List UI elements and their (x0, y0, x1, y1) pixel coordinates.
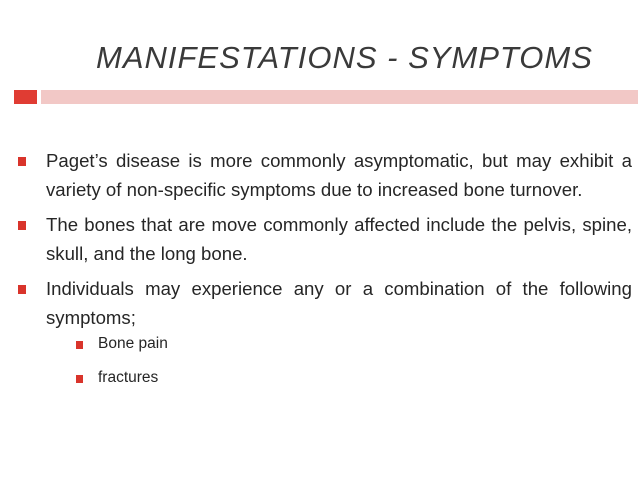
sub-bullet-item (76, 367, 632, 389)
bullet-text: Paget’s disease is more commonly asymptomatic, but may exhibit a variety of non-specific symptoms due to increased bone turnover. (46, 150, 632, 200)
divider-accent (14, 90, 37, 104)
bullet-item (18, 146, 632, 204)
square-bullet-icon (76, 375, 83, 383)
square-bullet-icon (18, 285, 26, 294)
sub-bullet-text: Bone pain (98, 335, 168, 352)
bullet-list (18, 146, 632, 401)
sub-bullet-item (76, 333, 632, 355)
sub-bullet-list (76, 333, 632, 389)
square-bullet-icon (18, 221, 26, 230)
bullet-item (18, 274, 632, 389)
bullet-item (18, 210, 632, 268)
bullet-text: The bones that are move commonly affected include the pelvis, spine, skull, and the long bone. (46, 214, 632, 264)
square-bullet-icon (18, 157, 26, 166)
square-bullet-icon (76, 341, 83, 349)
bullet-text: Individuals may experience any or a combination of the following symptoms; (46, 278, 632, 328)
divider-line (41, 90, 638, 104)
sub-bullet-text: fractures (98, 369, 159, 386)
slide-title: MANIFESTATIONS - SYMPTOMS (96, 40, 593, 75)
